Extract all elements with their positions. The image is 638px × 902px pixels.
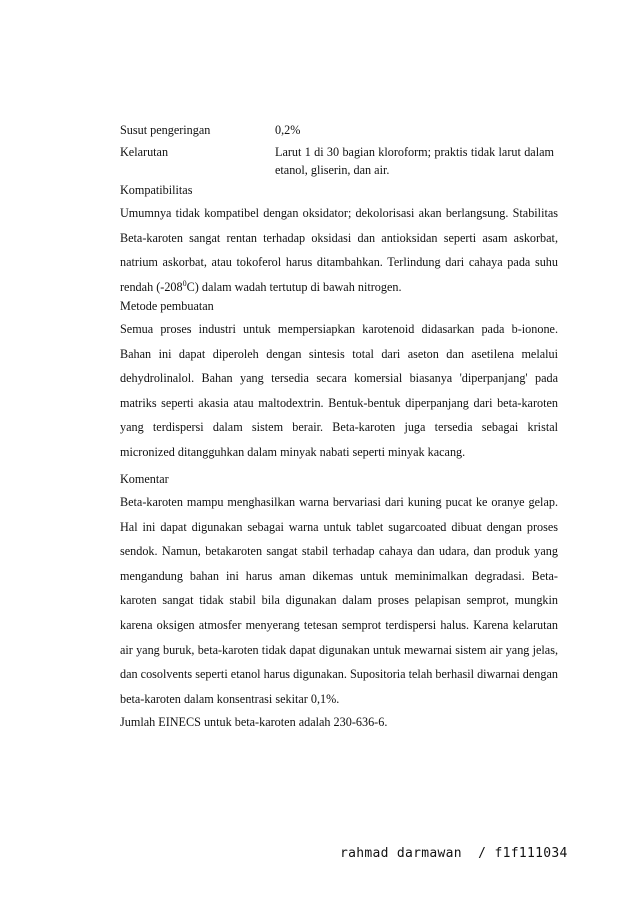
property-label: Kelarutan [120,145,169,159]
body-text: Umumnya tidak kompatibel dengan oksidator; dekolorisasi akan berlangsung. Stabilitas Beta-karoten sangat rentan terhadap oksidasi dan antioksidan seperti asam askorbat, natrium askorbat, atau tokoferol harus ditambahkan. Terlindung dari cahaya pada suhu rendah (-208 [120,206,558,294]
section-heading-metode: Metode pembuatan [120,299,214,313]
page-footer [340,846,568,861]
section-heading-komentar: Komentar [120,472,169,486]
section-heading-kompatibilitas: Kompatibilitas [120,183,193,197]
footer-author: rahmad darmawan [340,846,462,861]
einecs-line: Jumlah EINECS untuk beta-karoten adalah 230-636-6. [120,715,388,729]
section-body-komentar: Beta-karoten mampu menghasilkan warna bervariasi dari kuning pucat ke oranye gelap. Hal ini dapat digunakan sebagai warna untuk tablet sugarcoated dibuat dengan proses sendok. Namun, betakaroten sangat stabil terhadap cahaya dan udara, dan produk yang mengandung bahan ini harus aman dikemas untuk meminimalkan degradasi. Beta-karoten sangat tidak stabil bila digunakan dalam proses pelapisan semprot, mungkin karena oksigen atmosfer menyerang tetesan semprot terdispersi halus. Karena kelarutan air yang buruk, beta-karoten tidak dapat digunakan untuk mewarnai sistem air yang jelas, dan cosolvents seperti etanol harus digunakan. Supositoria telah berhasil diwarnai dengan beta-karoten dalam konsentrasi sekitar 0,1%. [120,495,558,706]
body-text: C) dalam wadah tertutup di bawah nitrogen. [186,279,402,294]
footer-id: f1f111034 [494,846,568,861]
property-label: Susut pengeringan [120,123,211,137]
property-value: Larut 1 di 30 bagian kloroform; praktis tidak larut dalam etanol, gliserin, dan air. [275,145,554,177]
degree-superscript: 0 [182,278,187,288]
section-body-metode: Semua proses industri untuk mempersiapkan karotenoid didasarkan pada b-ionone. Bahan ini dapat diperoleh dengan sintesis total dari aseton dan asetilena melalui dehydrolinalol. Bahan yang tersedia secara komersial biasanya 'diperpanjang' pada matriks seperti akasia atau maltodextrin. Bentuk-bentuk diperpanjang dari beta-karoten yang terdispersi dalam sistem berair. Beta-karoten juga tersedia sebagai kristal micronized ditangguhkan dalam minyak nabati seperti minyak kacang. [120,322,558,459]
property-value: 0,2% [275,123,301,137]
section-body-kompatibilitas [120,201,558,299]
footer-separator: / [478,846,487,861]
